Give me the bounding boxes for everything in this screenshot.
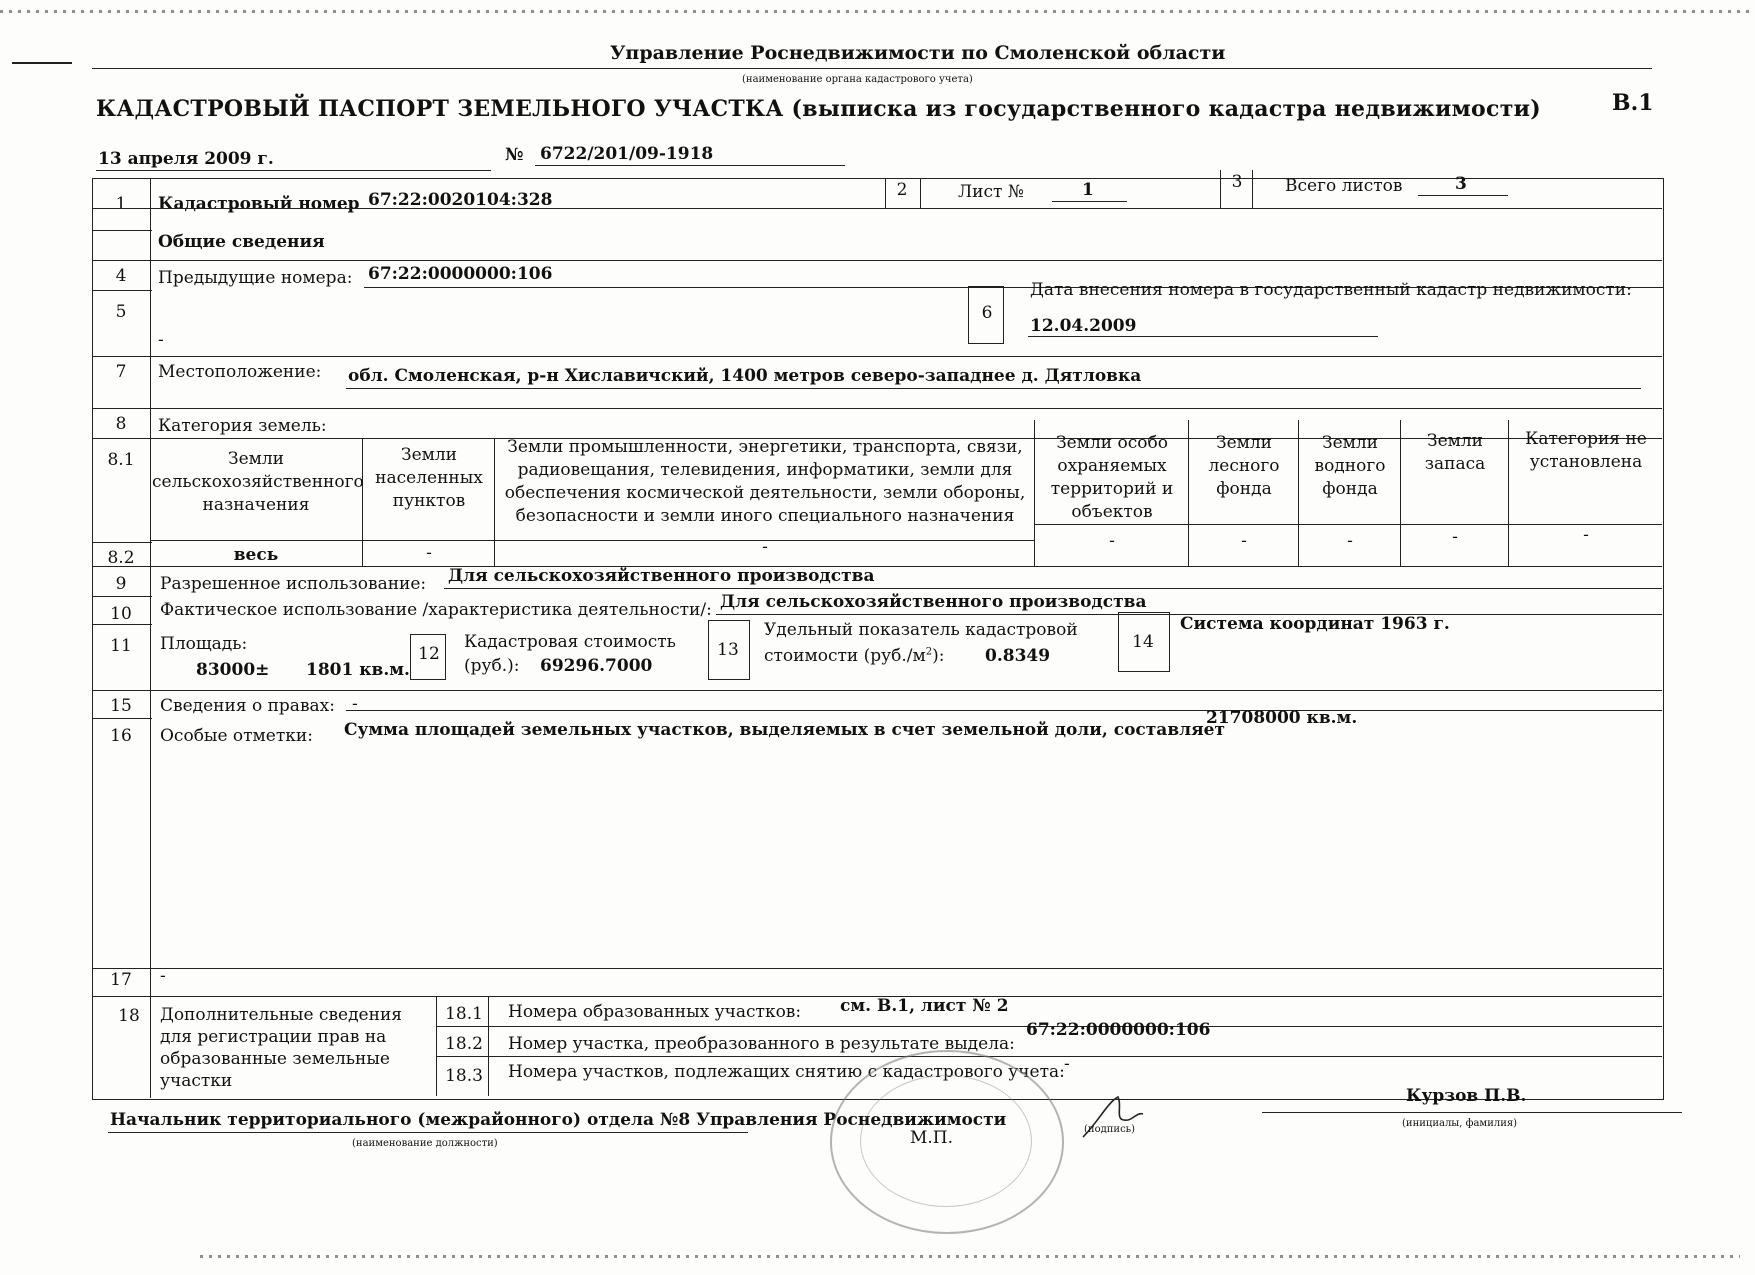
coord-field-number: 14: [1132, 632, 1154, 652]
row-8-number: 8: [115, 414, 127, 434]
specific-index-label-3: ):: [932, 646, 945, 666]
row-8-2-number: 8.2: [107, 548, 135, 568]
total-sheets-label: Всего листов: [1285, 176, 1403, 196]
row-18-2-number: 18.2: [445, 1034, 483, 1054]
row-10-number: 10: [110, 604, 132, 624]
name-underline: [1262, 1112, 1682, 1113]
area-label: Площадь:: [160, 634, 248, 654]
row-9-number: 9: [115, 574, 127, 594]
row-8-1-number: 8.1: [107, 450, 135, 470]
row-1-bottom: [92, 208, 1662, 209]
actual-use-label: Фактическое использование /характеристика деятельности/:: [160, 600, 712, 620]
row82-left-line: [92, 542, 152, 543]
general-bottom: [92, 260, 1662, 261]
row-18-1-number: 18.1: [445, 1004, 483, 1024]
cat-divider-4: [1188, 420, 1189, 566]
general-left-line: [92, 230, 152, 231]
row-18-2-bottom: [436, 1056, 1662, 1057]
value-settlements: -: [426, 543, 432, 563]
position-underline: [108, 1132, 748, 1133]
cat-divider-7: [1508, 420, 1509, 566]
signature: [1078, 1092, 1148, 1146]
row18-divider-1: [436, 996, 437, 1096]
row-8-2-bottom: [92, 566, 1662, 567]
special-notes-label: Особые отметки:: [160, 726, 313, 746]
number-underline: [535, 165, 845, 166]
value-forest: -: [1241, 531, 1247, 551]
row-6-number: 6: [981, 303, 993, 323]
document-number: 6722/201/09-1918: [540, 144, 714, 164]
number-label: №: [505, 145, 524, 165]
document-date: 13 апреля 2009 г.: [98, 149, 274, 169]
total-sheets-value: 3: [1455, 174, 1467, 194]
organization-name: Управление Роснедвижимости по Смоленской области: [610, 42, 1226, 64]
signatory-name: Курзов П.В.: [1406, 1086, 1527, 1106]
category-agricultural: Земли сельскохозяйственного назначения: [152, 449, 364, 515]
sheet-value: 1: [1082, 180, 1094, 200]
value-not-set: -: [1583, 525, 1589, 545]
row-7-number: 7: [115, 362, 127, 382]
category-forest: Земли лесного фонда: [1208, 433, 1280, 499]
scan-noise-bottom: [200, 1255, 1740, 1258]
category-industry: Земли промышленности, энергетики, транспорта, связи, радиовещания, телевидения, информатики, земли для обеспечения космической деятельности, земли обороны, безопасности и земли иного специального назначения: [504, 437, 1026, 526]
organization-hint: (наименование органа кадастрового учета): [742, 74, 973, 85]
entry-date-underline: [1028, 336, 1378, 337]
additional-info-label: Дополнительные сведения для регистрации прав на образованные земельные участки: [160, 1005, 402, 1091]
row-16-number: 16: [110, 726, 132, 746]
value-agricultural: весь: [233, 545, 279, 565]
transformed-plot-label: Номер участка, преобразованного в результате выдела:: [508, 1034, 1015, 1054]
rights-label: Сведения о правах:: [160, 696, 335, 716]
total-field-number: 3: [1231, 172, 1243, 192]
value-reserve: -: [1452, 527, 1458, 547]
value-industry: -: [762, 537, 768, 557]
land-category-label: Категория земель:: [158, 416, 327, 436]
category-settlements: Земли населенных пунктов: [375, 445, 483, 511]
transformed-plot-value: 67:22:0000000:106: [1026, 1020, 1211, 1040]
previous-numbers-value: 67:22:0000000:106: [368, 264, 553, 284]
cat-divider-3: [1034, 420, 1035, 566]
removed-plots-value: -: [1064, 1054, 1070, 1074]
entry-date-label: Дата внесения номера в государственный кадастр недвижимости:: [1030, 280, 1632, 300]
row-1-number: 1: [115, 194, 127, 214]
area-error: 1801 кв.м.: [306, 660, 410, 680]
value-protected: -: [1109, 531, 1115, 551]
row5-left-line: [92, 290, 152, 291]
sheet-field-number: 2: [896, 180, 908, 200]
permitted-use-value: Для сельскохозяйственного производства: [448, 566, 875, 586]
location-underline: [346, 388, 1641, 389]
date-underline: [96, 170, 491, 171]
specific-index-field-number: 13: [717, 640, 739, 660]
location-label: Местоположение:: [158, 362, 322, 382]
stamp-place-mark: М.П.: [910, 1128, 954, 1148]
document-title: КАДАСТРОВЫЙ ПАСПОРТ ЗЕМЕЛЬНОГО УЧАСТКА (выписка из государственного кадастра недвижимости): [96, 96, 1541, 122]
org-underline: [92, 68, 1652, 69]
general-info-heading: Общие сведения: [158, 232, 325, 252]
form-code: В.1: [1612, 90, 1654, 116]
removed-plots-label: Номера участков, подлежащих снятию с кадастрового учета:: [508, 1062, 1065, 1082]
special-notes-area: 21708000 кв.м.: [1206, 708, 1358, 728]
category-reserve: Земли запаса: [1424, 431, 1486, 474]
row9-left-line: [92, 596, 152, 597]
permitted-use-label: Разрешенное использование:: [160, 574, 427, 594]
row-15-number: 15: [110, 696, 132, 716]
area-value: 83000±: [196, 660, 270, 680]
cat-divider-2: [494, 438, 495, 566]
row-11-number: 11: [110, 636, 132, 656]
cat-divider-6: [1400, 420, 1401, 566]
coordinate-system-value: Система координат 1963 г.: [1180, 614, 1450, 634]
number-column-line: [150, 178, 151, 1098]
position-hint: (наименование должности): [352, 1138, 498, 1149]
row1-divider-2: [920, 178, 921, 208]
row-18-3-number: 18.3: [445, 1066, 483, 1086]
value-water: -: [1347, 531, 1353, 551]
specific-index-label-2-text: стоимости (руб./м: [764, 646, 926, 666]
row-5-number: 5: [115, 302, 127, 322]
name-hint: (инициалы, фамилия): [1402, 1118, 1518, 1129]
cadastral-cost-value: 69296.7000: [540, 656, 653, 676]
row-7-bottom: [92, 408, 1662, 409]
cat-divider-1: [362, 438, 363, 566]
category-protected: Земли особо охраняемых территорий и объектов: [1050, 433, 1174, 522]
cadastral-cost-unit: (руб.):: [464, 656, 520, 676]
row-9-underline: [444, 588, 1662, 589]
row-17-number: 17: [110, 970, 132, 990]
cadastral-cost-label: Кадастровая стоимость: [464, 632, 676, 652]
row15-left-line: [92, 718, 152, 719]
formed-plots-label: Номера образованных участков:: [508, 1002, 802, 1022]
cadastral-number-label: Кадастровый номер: [158, 194, 360, 214]
specific-index-label-sup: 2: [925, 646, 933, 658]
scan-noise-top: [0, 10, 1755, 13]
actual-use-value: Для сельскохозяйственного производства: [720, 592, 1147, 612]
cadastral-number-value: 67:22:0020104:328: [368, 190, 553, 210]
specific-index-label-2: [764, 646, 944, 666]
row-11-bottom: [92, 690, 1662, 691]
specific-index-label-1: Удельный показатель кадастровой: [764, 620, 1078, 640]
row-15-underline: [346, 710, 1662, 711]
row-17-value: -: [160, 966, 166, 986]
cat-divider-5: [1298, 420, 1299, 566]
signature-hint: (подпись): [1084, 1124, 1136, 1135]
sheet-label: Лист №: [958, 182, 1024, 202]
row-16-bottom: [92, 968, 1662, 969]
location-value: обл. Смоленская, р-н Хиславичский, 1400 метров северо-западнее д. Дятловка: [348, 366, 1142, 386]
row-4-number: 4: [115, 266, 127, 286]
row-5-value: -: [158, 330, 164, 350]
row18-divider-2: [488, 996, 489, 1096]
category-not-set: Категория не установлена: [1525, 429, 1647, 472]
special-notes-value: Сумма площадей земельных участков, выделяемых в счет земельной доли, составляет: [344, 720, 1226, 740]
rights-value: -: [352, 694, 358, 714]
signatory-position: Начальник территориального (межрайонного) отдела №8 Управления Роснедвижимости: [110, 1110, 1007, 1130]
sheet-underline: [1052, 201, 1127, 202]
row10-left-line: [92, 624, 152, 625]
specific-index-value: 0.8349: [985, 646, 1051, 666]
scan-mark: [12, 62, 72, 64]
total-underline: [1418, 195, 1508, 196]
row-18-number: 18: [118, 1006, 140, 1026]
row-5-bottom: [92, 356, 1662, 357]
entry-date-value: 12.04.2009: [1030, 316, 1137, 336]
formed-plots-value: см. В.1, лист № 2: [840, 996, 1009, 1016]
previous-numbers-label: Предыдущие номера:: [158, 268, 353, 288]
cost-field-number: 12: [418, 644, 440, 664]
category-water: Земли водного фонда: [1314, 433, 1386, 499]
